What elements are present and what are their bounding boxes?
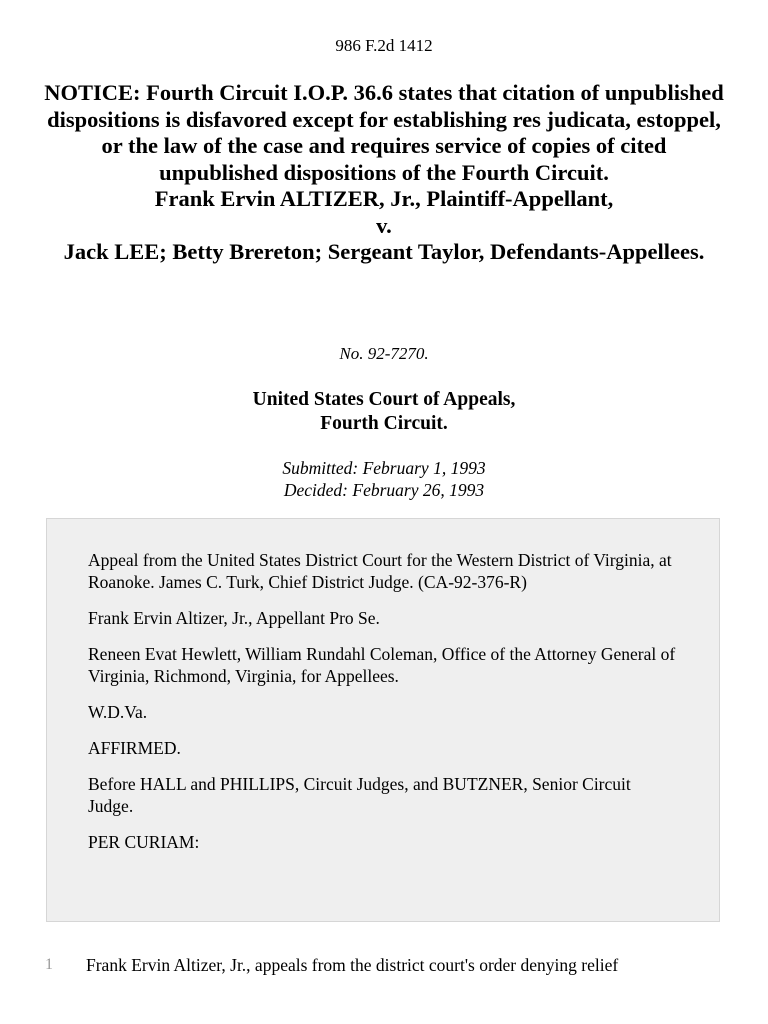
court-name-line2: Fourth Circuit. xyxy=(320,413,448,434)
paragraph-number: 1 xyxy=(45,956,53,973)
court-name-line1: United States Court of Appeals, xyxy=(252,389,516,410)
opinion-author: PER CURIAM: xyxy=(88,832,200,852)
panel-judges: Before HALL and PHILLIPS, Circuit Judges, and BUTZNER, Senior Circuit Judge. xyxy=(88,774,631,816)
docket-number: No. 92-7270. xyxy=(339,344,429,363)
lower-court: W.D.Va. xyxy=(88,702,148,722)
submitted-date: Submitted: February 1, 1993 xyxy=(282,458,486,478)
defendants-line: Jack LEE; Betty Brereton; Sergeant Taylor, Defendants-Appellees. xyxy=(63,239,705,264)
appeal-from-text: Appeal from the United States District Court for the Western District of Virginia, at Roanoke. James C. Turk, Chief District Judge. (CA-92-376-R) xyxy=(88,550,672,592)
case-heading xyxy=(40,80,728,266)
appellee-counsel: Reneen Evat Hewlett, William Rundahl Coleman, Office of the Attorney General of Virginia, Richmond, Virginia, for Appellees. xyxy=(88,644,676,686)
decided-date: Decided: February 26, 1993 xyxy=(283,480,485,500)
plaintiff-line: Frank Ervin ALTIZER, Jr., Plaintiff-Appellant, xyxy=(154,186,614,211)
appellant-counsel: Frank Ervin Altizer, Jr., Appellant Pro Se. xyxy=(88,608,380,628)
disposition: AFFIRMED. xyxy=(88,738,181,758)
case-dates xyxy=(0,457,768,501)
unpublished-notice: NOTICE: Fourth Circuit I.O.P. 36.6 states that citation of unpublished dispositions is disfavored except for establishing res judicata, estoppel, or the law of the case and requires service of copies of cited unpublished dispositions of the Fourth Circuit. xyxy=(44,80,724,185)
court-name xyxy=(0,388,768,436)
case-summary-box xyxy=(46,518,720,922)
paragraph-text: Frank Ervin Altizer, Jr., appeals from the district court's order denying relief xyxy=(86,955,619,975)
versus-line: v. xyxy=(376,212,392,238)
case-citation: 986 F.2d 1412 xyxy=(335,36,433,55)
